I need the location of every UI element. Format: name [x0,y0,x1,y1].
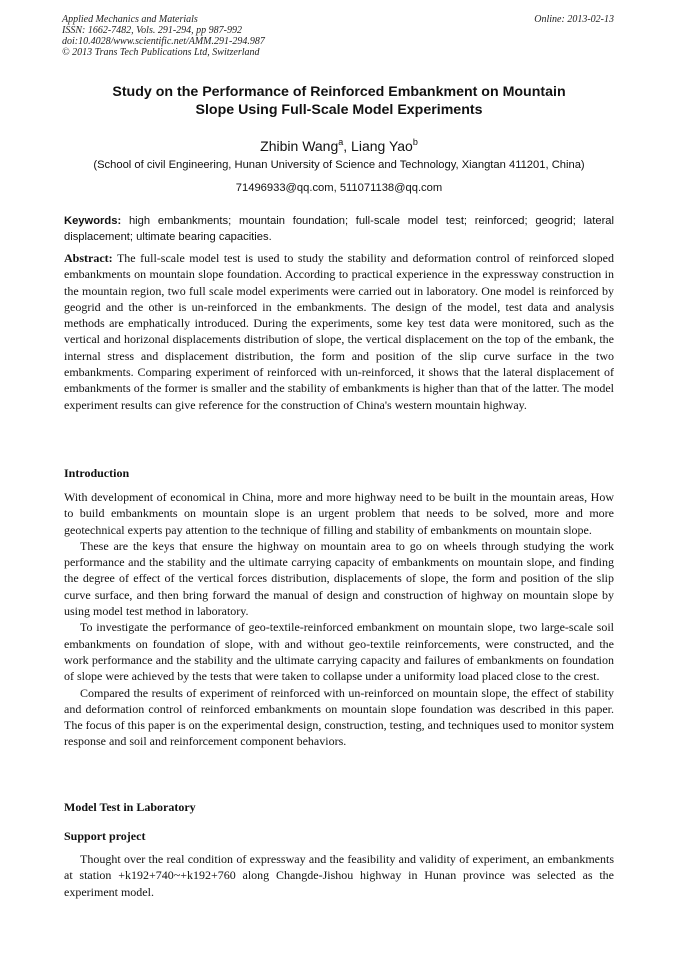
title-line-2: Slope Using Full-Scale Model Experiments [195,102,483,118]
abstract-block [64,250,614,413]
affiliation: (School of civil Engineering, Hunan University of Science and Technology, Xiangtan 411201, China) [93,159,585,171]
author-list [64,133,614,155]
author-2: Liang Yao [351,138,413,154]
keywords-block [64,213,614,245]
journal-header [62,14,265,58]
author-1-affil-mark: a [338,137,344,147]
doi-line: doi:10.4028/www.scientific.net/AMM.291-294.987 [62,36,265,47]
support-project-heading: Support project [64,829,146,843]
copyright-line: © 2013 Trans Tech Publications Ltd, Switzerland [62,47,260,58]
intro-paragraph-1: With development of economical in China, more and more highway need to be built in the mountain areas, How to build embankments on mountain slope is an urgent problem that needs to be solved, more and more geotechnical experts pay attention to the technique of filling and stability of embankments on mountain slope. [64,490,614,537]
author-emails: 71496933@qq.com, 511071138@qq.com [235,182,443,194]
introduction-heading: Introduction [64,466,130,480]
keywords-label: Keywords: [64,215,122,227]
keywords-text: high embankments; mountain foundation; full-scale model test; reinforced; geogrid; lateral displacement; ultimate bearing capacities. [64,215,615,243]
intro-paragraph-3: To investigate the performance of geo-textile-reinforced embankment on mountain slope, two large-scale soil embankments on foundation of slope, with and without geo-textile reinforcements, were constructed, and the work performance and the stability and the ultimate carrying capacity and failures of embankments on foundation of slope were achieved by the tests that were taken to collapse under a uniformity load placed close to the crest. [64,620,614,684]
introduction-body [64,489,614,750]
model-test-heading: Model Test in Laboratory [64,800,196,814]
support-paragraph-1: Thought over the real condition of expressway and the feasibility and validity of experiment, an embankments at station +k192+740~+k192+760 along Changde-Jishou highway in Hunan province was selected as the experiment model. [64,852,614,899]
abstract-label: Abstract: [64,251,113,265]
support-project-body [64,851,614,900]
issn-line: ISSN: 1662-7482, Vols. 291-294, pp 987-992 [62,25,242,36]
title-line-1: Study on the Performance of Reinforced Embankment on Mountain [112,84,566,100]
online-date: Online: 2013-02-13 [534,14,614,25]
author-2-affil-mark: b [412,137,418,147]
author-1: Zhibin Wang [260,138,339,154]
author-separator: , [343,138,352,154]
paper-title [64,83,614,119]
journal-name: Applied Mechanics and Materials [62,14,198,25]
intro-paragraph-2: These are the keys that ensure the highway on mountain area to go on wheels through studying the work performance and the stability and the ultimate carrying capacity of embankments on mountain slope, and finding the degree of effect of the vertical forces distribution, displacements of slope, the form and position of the slip curve surface, and then bring forward the manual of design and construction of highway on mountain slope by using model test method in laboratory. [64,538,614,619]
abstract-text: The full-scale model test is used to study the stability and deformation control of reinforced sloped embankments on mountain slope foundation. According to practical experience in the expressway construction in the mountain region, two full scale model experiments were carried out in laboratory. One model is reinforced by geogrid and the other is un-reinforced in the embankments. The design of the model, test data and analysis methods are emphatically introduced. During the experiments, some key test data were monitored, such as the vertical and horizonal displacements distribution of slope, the vertical displacement on the top of the embank, the internal stress and displacement distribution, the form and position of the slip curve surface in the two embankments. Comparing experiment of reinforced with un-reinforced, it shows that the lateral displacement of embankments of the former is smaller and the stability of embankments is higher than that of the latter. The model experiment results can give reference for the construction of China's western mountain highway. [64,251,614,412]
intro-paragraph-4: Compared the results of experiment of reinforced with un-reinforced on mountain slope, the effect of stability and deformation control of reinforced embankments on mountain slope foundation was described in this paper. The focus of this paper is on the experimental design, construction, testing, and techniques used to monitor system response and soil and reinforcement component behaviors. [64,685,614,749]
